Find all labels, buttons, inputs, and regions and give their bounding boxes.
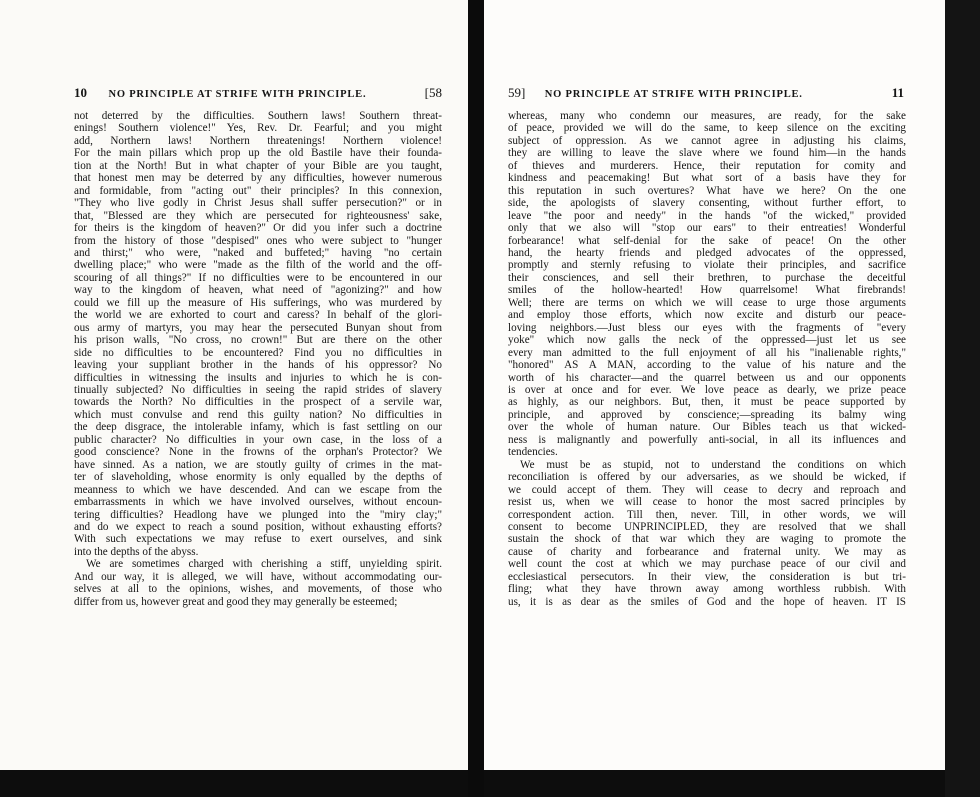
text-line: his prison walls, "No cross, no crown!" But are there on the other: [74, 334, 442, 347]
text-line: good conscience? None in the frowns of the orphan's Protector? We: [74, 446, 442, 459]
text-line: from the history of those "despised" ones who were subject to "hunger: [74, 234, 442, 247]
text-line: ness is malignantly and powerfully anti-social, in all its influences and: [508, 433, 906, 446]
text-line: side no difficulties to be encountered? Find you no difficulties in: [74, 346, 442, 359]
text-line: into the depths of the abyss.: [74, 545, 199, 558]
text-line: cause of charity and forbearance and fraternal unity. We may as: [508, 545, 906, 558]
text-line: reconciliation is offered by our adversaries, as we should be wicked, if: [508, 471, 906, 484]
text-line: fling; what they have thrown away among worthless rubbish. With: [508, 583, 906, 596]
text-line: tinually subjected? No difficulties in seeing the rapid strides of slavery: [74, 383, 442, 396]
right-scan-shadow: [484, 770, 980, 797]
text-line: principle, and approved by conscience;—spreading its balmy wing: [508, 408, 906, 421]
text-line: differ from us, however great and good they may generally be esteemed;: [74, 595, 398, 608]
text-line: that, "Blessed are they which are persecuted for righteousness' sake,: [74, 209, 442, 222]
text-line: way to the kingdom of heaven, what need of "agonizing?" and how: [74, 284, 442, 297]
text-line: ter of slaveholding, whose enormity is only equalled by the depths of: [74, 471, 442, 484]
text-line: us, it is as dear as the smiles of God and the hope of heaven. IT IS: [508, 595, 906, 608]
text-line: enings! Southern violence!" Yes, Rev. Dr. Fearful; and you might: [74, 122, 442, 135]
right-running-title: NO PRINCIPLE AT STRIFE WITH PRINCIPLE.: [544, 89, 803, 100]
text-line: We are sometimes charged with cherishing a stiff, unyielding spirit.: [86, 558, 442, 571]
text-line: leave "the poor and needy" in the hands "of the wicked," provided: [508, 209, 906, 222]
text-line: And our way, it is alleged, we will have, without accommodating our-: [74, 570, 442, 583]
right-page-number: 11: [891, 85, 904, 100]
book-gutter: [468, 0, 484, 797]
text-line: we could accept of them. They will cease to decry and reproach and: [508, 483, 906, 496]
text-line: only that we also will "stop our ears" to their entreaties! Wonderful: [508, 222, 906, 235]
text-line: leaving your suppliant brother in the hands of his oppressor? No: [74, 359, 442, 372]
text-line: tendencies.: [508, 446, 558, 459]
text-line: ecclesiastical persecutors. In their view, the consideration is but tri-: [508, 570, 906, 583]
left-running-title: NO PRINCIPLE AT STRIFE WITH PRINCIPLE.: [108, 89, 367, 100]
text-line: and formidable, from "acting out" their principles? In this connexion,: [74, 184, 442, 197]
text-line: meanness to which we have descended. And can we escape from the: [74, 483, 442, 496]
text-line: every man admitted to the full enjoyment of all his "inalienable rights,": [508, 346, 906, 359]
text-line: Well; there are terms on which we will cease to urge those arguments: [508, 296, 906, 309]
text-line: public character? No difficulties in your own case, in the loss of a: [74, 433, 442, 446]
text-line: add, Northern laws! Northern threatenings! Northern violence!: [74, 134, 442, 147]
text-line: correspondent action. Till then, never. Till, in other words, we will: [508, 508, 906, 521]
text-line: promptly and sternly refusing to violate their principles, and sacrifice: [508, 259, 906, 272]
scan-edge-shadow: [945, 0, 980, 797]
text-line: kindness and peacemaking! But what sort of a basis have they for: [508, 172, 906, 185]
text-line: ous army of martyrs, you may hear the persecuted Bunyan shout from: [74, 321, 442, 334]
text-line: smiles of the hollow-hearted! How quarrelsome! What firebrands!: [508, 284, 906, 297]
text-line: their consciences, and sell their brethren, to purchase the deceitful: [508, 271, 906, 284]
text-line: the deep disgrace, the intolerable infamy, which is fast settling on our: [74, 421, 442, 434]
text-line: scouring of all things?" If no difficulties were to be encountered in our: [74, 271, 442, 284]
text-line: resist us, when we will cease to honor the most sacred principles by: [508, 496, 906, 509]
text-line: embarrassments in which we have involved ourselves, without encoun-: [74, 496, 442, 509]
text-line: loving neighbors.—Just bless our eyes with the fragments of "every: [508, 321, 906, 334]
text-line: they are willing to leave the slave where we found him—in the hands: [508, 147, 906, 160]
text-line: and employ those efforts, which now excite and disturb our peace-: [508, 309, 906, 322]
text-line: towards the North? No difficulties in the prospect of a servile war,: [74, 396, 442, 409]
text-line: selves at all to the opinions, wishes, and movements, of those who: [74, 583, 442, 596]
text-line: that honest men may be deterred by any difficulties, however numerous: [74, 172, 442, 185]
left-page-number: 10: [74, 85, 87, 100]
text-line: yoke" which now galls the neck of the oppressed—just let us see: [508, 334, 906, 347]
text-line: of thieves and murderers. Hence, their reputation for comity and: [508, 159, 906, 172]
text-line: and do we expect to reach a sound position, without exhausting efforts?: [74, 520, 442, 533]
text-line: For the main pillars which prop up the old Bastile have their founda-: [74, 147, 442, 160]
left-signature-mark: [58: [424, 85, 442, 100]
text-line: the world we are exhorted to court and caress? In behalf of the glori-: [74, 309, 442, 322]
text-line: worth of his character—and the quarrel between us and our opponents: [508, 371, 906, 384]
text-line: over the whole of human nature. Our Bibles teach us that wicked-: [508, 421, 906, 434]
text-line: difficulties in witnessing the insults and injuries to which he is con-: [74, 371, 442, 384]
text-line: dwelling place;" who were "made as the filth of the world and the off-: [74, 259, 442, 272]
text-line: hand, the hearty friends and pledged advocates of the oppressed,: [508, 246, 906, 259]
left-page-body: [74, 110, 442, 608]
right-page-header: [508, 85, 904, 101]
right-page: [484, 0, 980, 797]
text-line: for theirs is the kingdom of heaven?" Or did you infer such a doctrine: [74, 222, 442, 235]
text-line: "honored" AS A MAN, according to the value of his nature and the: [508, 359, 906, 372]
text-line: which must convulse and rend this guilty nation? No difficulties in: [74, 408, 442, 421]
text-line: and thirst;" who were, "naked and buffeted;" having "no certain: [74, 246, 442, 259]
text-line: tion at the North! But in what chapter of your Bible are you taught,: [74, 159, 442, 172]
right-page-body: [508, 110, 906, 608]
text-line: of peace, provided we will do the same, to keep silence on the exciting: [508, 122, 906, 135]
left-page-header: [74, 85, 442, 101]
left-scan-shadow: [0, 770, 468, 797]
text-line: subject of oppression. As we cannot agree in adjusting his claims,: [508, 134, 906, 147]
text-line: whereas, many who condemn our measures, are ready, for the sake: [508, 110, 906, 122]
text-line: sustain the shock of that war which they are waging to promote the: [508, 533, 906, 546]
text-line: not deterred by the difficulties. Southern laws! Southern threat-: [74, 110, 442, 122]
text-line: well count the cost at which we may purchase peace of our civil and: [508, 558, 906, 571]
right-signature-mark: 59]: [508, 85, 526, 100]
text-line: consent to become UNPRINCIPLED, they are resolved that we shall: [508, 520, 906, 533]
text-line: as highly, as our neighbors. But, then, it must be peace supported by: [508, 396, 906, 409]
left-page: [0, 0, 468, 797]
text-line: is over at once and for ever. We love peace as dearly, we prize peace: [508, 383, 906, 396]
text-line: this reputation in such overtures? What have we here? On the one: [508, 184, 906, 197]
text-line: With such expectations we may refuse to exert ourselves, and sink: [74, 533, 442, 546]
text-line: forbearance! what self-denial for the sake of peace! On the other: [508, 234, 906, 247]
text-line: side, the apologists of slavery consenting, without further effort, to: [508, 197, 906, 210]
text-line: could we fill up the measure of His sufferings, who was murdered by: [74, 296, 442, 309]
text-line: "They who live godly in Christ Jesus shall suffer persecution?" or in: [74, 197, 442, 210]
text-line: have sinned. As a nation, we are stoutly guilty of crimes in the mat-: [74, 458, 442, 471]
text-line: tering difficulties? Headlong have we plunged into the "miry clay;": [74, 508, 442, 521]
text-line: We must be as stupid, not to understand the conditions on which: [520, 458, 906, 471]
